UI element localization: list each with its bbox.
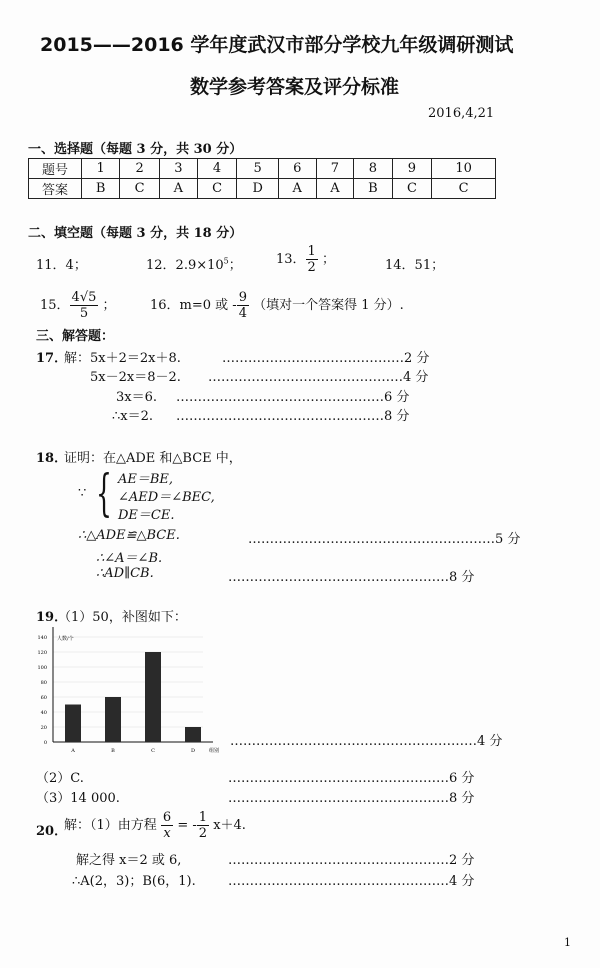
section1-heading: 一、选择题（每题 3 分，共 30 分）	[28, 142, 243, 157]
q16-end: （填对一个答案得 1 分）.	[253, 298, 404, 313]
answer-table	[28, 158, 496, 199]
answer-cell: D	[237, 179, 278, 199]
x-tick-label: C	[151, 748, 155, 754]
q12-text: 12．2.9×10	[146, 258, 224, 273]
q17-label: 17．	[36, 351, 68, 366]
q20-equation	[64, 810, 246, 841]
q16-numerator: 9	[238, 290, 247, 305]
question-number-cell: 3	[160, 159, 198, 179]
q19-score: ……………………………………………6 分	[228, 771, 475, 786]
answer-cell: A	[278, 179, 316, 199]
numerator: 1	[198, 810, 208, 825]
q20-tail: x＋4.	[213, 818, 246, 833]
question-number-cell: 6	[278, 159, 316, 179]
answer-cell: A	[160, 179, 198, 199]
q20-text: 解：（1）由方程	[64, 818, 157, 833]
brace: {	[96, 464, 112, 522]
x-tick-label: D	[190, 748, 196, 754]
q19-label: 19．	[36, 610, 68, 625]
q17-score: ………………………………………4 分	[208, 370, 429, 385]
question-number-cell: 题号	[29, 159, 82, 179]
answer-11: 11．4；	[36, 258, 87, 273]
answer-cell: C	[392, 179, 432, 199]
answer-cell: B	[354, 179, 392, 199]
x-axis-label: 组别	[209, 748, 220, 754]
q15-fraction	[70, 290, 99, 321]
question-number-cell: 1	[82, 159, 120, 179]
q17-line: ∴x＝2.	[112, 409, 154, 424]
answer-15	[40, 290, 116, 321]
y-tick-label: 40	[40, 710, 47, 716]
because-symbol: ∵	[78, 486, 87, 501]
q13-numerator: 1	[307, 244, 316, 259]
subtitle: 数学参考答案及评分标准	[190, 76, 400, 98]
q18-condition: DE＝CE.	[118, 508, 175, 523]
q12-end: ；	[228, 258, 242, 273]
q18-score: ……………………………………………8 分	[228, 570, 475, 585]
answer-12	[146, 254, 242, 273]
y-tick-label: 20	[40, 725, 47, 731]
answer-cell: A	[316, 179, 354, 199]
q18-line: ∴AD∥CB.	[96, 566, 154, 581]
q17-score: ……………………………………2 分	[222, 351, 430, 366]
question-number-cell: 4	[197, 159, 237, 179]
fraction	[197, 810, 209, 841]
numerator: 6	[162, 810, 172, 825]
answer-14: 14．51；	[385, 258, 445, 273]
q15-denominator: 5	[79, 306, 89, 321]
denominator: x	[163, 826, 171, 841]
q20-label: 20．	[36, 824, 68, 839]
section3-heading: 三、解答题：	[36, 329, 115, 344]
question-number-cell: 7	[316, 159, 354, 179]
y-tick-label: 100	[37, 665, 47, 671]
q18-label: 18．	[36, 451, 68, 466]
answer-row	[29, 179, 496, 199]
q20-line: 解之得 x＝2 或 6,	[76, 853, 182, 868]
q20-score: ……………………………………………2 分	[228, 853, 475, 868]
answer-cell: C	[120, 179, 160, 199]
q16-fraction	[237, 290, 249, 321]
q13-denominator: 2	[307, 260, 316, 275]
title: 2015——2016 学年度武汉市部分学校九年级调研测试	[40, 34, 514, 56]
q18-condition: ∠AED＝∠BEC,	[118, 490, 215, 505]
question-number-row	[29, 159, 496, 179]
q18-line: ∴∠A＝∠B.	[96, 551, 163, 566]
x-tick-label: A	[71, 748, 75, 754]
question-number-cell: 2	[120, 159, 160, 179]
q17-line: 5x－2x＝8－2.	[90, 370, 181, 385]
q13-end: ；	[321, 252, 335, 267]
q15-end: ；	[102, 298, 116, 313]
y-tick-label: 120	[37, 650, 47, 656]
page-number: 1	[564, 936, 571, 949]
question-number-cell: 5	[237, 159, 278, 179]
q19-part3: （3）14 000.	[36, 791, 120, 806]
q18-condition: AE＝BE,	[118, 472, 174, 487]
question-number-cell: 10	[432, 159, 496, 179]
denominator: 2	[198, 826, 208, 841]
q15-numerator: 4√5	[71, 290, 97, 305]
section2-heading: 二、填空题（每题 3 分，共 18 分）	[28, 226, 243, 241]
q18-intro: 证明：在△ADE 和△BCE 中，	[64, 451, 242, 466]
bar-chart	[20, 625, 220, 755]
bar-B	[105, 697, 121, 742]
q13-fraction	[306, 244, 318, 275]
y-tick-label: 0	[43, 740, 47, 746]
y-tick-label: 80	[40, 680, 47, 686]
q15-text: 15．	[40, 298, 70, 313]
answer-cell: 答案	[29, 179, 82, 199]
date: 2016,4,21	[428, 106, 495, 121]
y-tick-label: 140	[37, 635, 47, 641]
y-axis-label: 人数/个	[57, 636, 74, 642]
q18-line: ∴△ADE≌△BCE.	[78, 528, 180, 543]
q17-score: …………………………………………8 分	[176, 409, 410, 424]
bar-D	[185, 727, 201, 742]
x-tick-label: B	[111, 748, 115, 754]
fraction	[161, 810, 173, 841]
q16-denominator: 4	[238, 306, 247, 321]
bar-C	[145, 652, 161, 742]
q12-exponent: 5	[223, 256, 229, 266]
answer-16	[150, 290, 404, 321]
q13-text: 13．	[276, 252, 306, 267]
answer-cell: C	[197, 179, 237, 199]
q19-score: ……………………………………………8 分	[228, 791, 475, 806]
q20-score: ……………………………………………4 分	[228, 874, 475, 889]
question-number-cell: 9	[392, 159, 432, 179]
answer-cell: B	[82, 179, 120, 199]
q19-part1: （1）50，补图如下：	[58, 610, 187, 625]
answer-cell: C	[432, 179, 496, 199]
q17-line: 3x＝6.	[116, 390, 158, 405]
q19-part2: （2）C.	[36, 771, 84, 786]
answer-13	[276, 244, 335, 275]
bar-A	[65, 705, 81, 743]
q18-score: …………………………………………………5 分	[248, 532, 521, 547]
q16-text: 16．m=0 或 -	[150, 298, 237, 313]
q20-line: ∴A(2，3)；B(6，1).	[72, 874, 196, 889]
q17-line: 解：5x＋2＝2x＋8.	[64, 351, 181, 366]
y-tick-label: 60	[40, 695, 47, 701]
q19-score: …………………………………………………4 分	[230, 734, 503, 749]
q17-score: …………………………………………6 分	[176, 390, 410, 405]
question-number-cell: 8	[354, 159, 392, 179]
equals: = -	[177, 818, 197, 833]
